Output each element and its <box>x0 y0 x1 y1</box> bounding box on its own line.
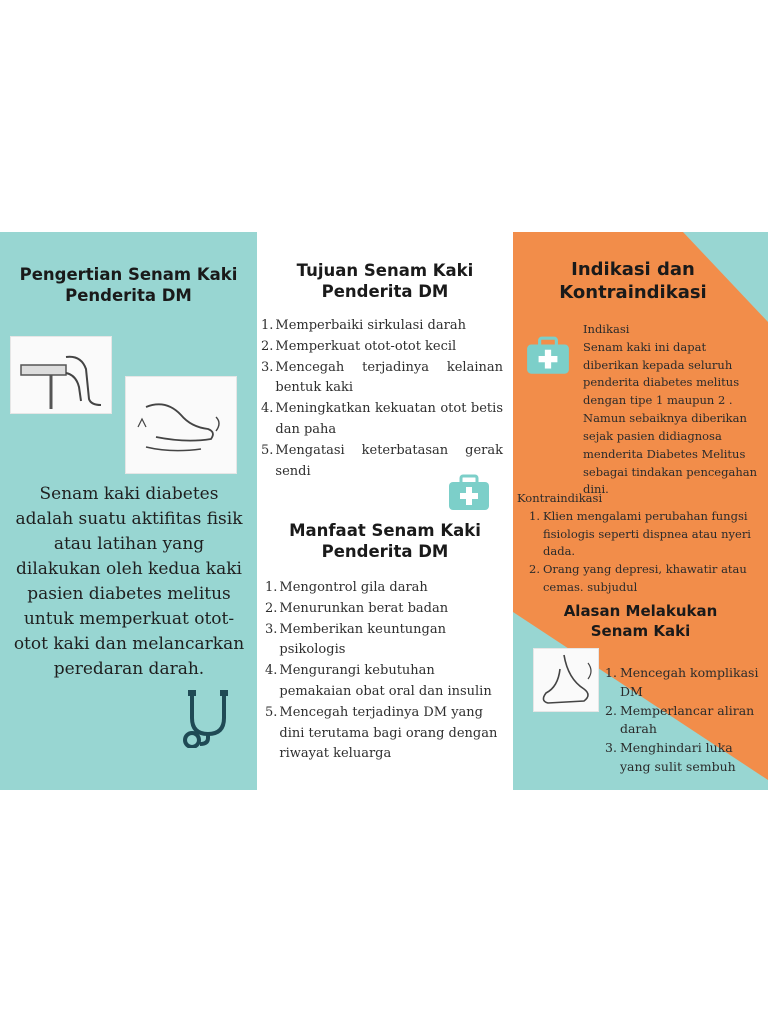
foot-exercise-sketch-drawing <box>126 377 236 473</box>
list-item: 2. Memperlancar aliran darah <box>605 702 755 737</box>
tujuan-title: Tujuan Senam Kaki Penderita DM <box>296 261 474 302</box>
first-aid-kit-icon <box>525 336 571 376</box>
panel-pengertian <box>0 232 257 790</box>
list-item: 2. Orang yang depresi, khawatir atau cemas. subjudul <box>529 562 747 595</box>
indikasi-title: Indikasi dan Kontraindikasi <box>559 259 707 304</box>
brochure <box>0 232 768 790</box>
leg-exercise-sketch <box>10 336 112 414</box>
list-item: 1. Klien mengalami perubahan fungsi fisiologis seperti dispnea atau nyeri dada. <box>529 508 751 559</box>
pengertian-title: Pengertian Senam Kaki Penderita DM <box>19 265 238 306</box>
foot-exercise-sketch <box>125 376 237 474</box>
stethoscope-icon <box>178 688 242 748</box>
list-item: 5. Mencegah terjadinya DM yang dini terutama bagi orang dengan riwayat keluarga <box>265 704 498 762</box>
kontraindikasi-label: Kontraindikasi <box>517 491 603 505</box>
alasan-list <box>605 664 765 777</box>
list-item: 4. Meningkatkan kekuatan otot betis dan paha <box>261 401 503 437</box>
manfaat-title: Manfaat Senam Kaki Penderita DM <box>289 521 481 562</box>
indikasi-label: Indikasi <box>583 322 630 336</box>
list-item: 1. Mencegah komplikasi DM <box>605 665 759 699</box>
first-aid-kit-icon <box>447 474 491 512</box>
leg-exercise-sketch-drawing <box>11 337 111 413</box>
manfaat-list <box>265 578 505 765</box>
indikasi-text: Senam kaki ini dapat diberikan kepada seluruh penderita diabetes melitus dengan tipe 1 maupun 2 . Namun sebaiknya diberikan sejak pasien didiagnosa menderita Diabetes Melitus sebagai tindakan pencegahan dini. <box>583 339 757 497</box>
panel-tujuan-manfaat <box>257 232 513 790</box>
list-item: 1. Mengontrol gila darah <box>265 580 428 595</box>
pengertian-body: Senam kaki diabetes adalah suatu aktifitas fisik atau latihan yang dilakukan oleh kedua kaki pasien diabetes melitus untuk memperkuat otot-otot kaki dan melancarkan peredaran darah. <box>13 484 245 679</box>
list-item: 3. Mencegah terjadinya kelainan bentuk kaki <box>261 359 503 396</box>
list-item: 4. Mengurangi kebutuhan pemakaian obat oral dan insulin <box>265 663 492 699</box>
kontraindikasi-section <box>517 490 763 597</box>
panel-indikasi <box>513 232 768 790</box>
foot-exercise-sketch-drawing <box>534 649 598 711</box>
list-item: 5. Mengatasi keterbatasan gerak sendi <box>261 442 503 479</box>
list-item: 3. Memberikan keuntungan psikologis <box>265 621 446 658</box>
list-item: 2. Menurunkan berat badan <box>265 600 449 616</box>
alasan-title: Alasan Melakukan Senam Kaki <box>563 602 718 640</box>
kontraindikasi-list <box>529 508 763 597</box>
list-item: 1. Memperbaiki sirkulasi darah <box>261 318 466 333</box>
tujuan-list <box>261 316 503 482</box>
indikasi-section <box>583 321 761 499</box>
foot-exercise-sketch <box>533 648 599 712</box>
list-item: 2. Memperkuat otot-otot kecil <box>261 338 457 354</box>
list-item: 3. Menghindari luka yang sulit sembuh <box>605 740 736 774</box>
